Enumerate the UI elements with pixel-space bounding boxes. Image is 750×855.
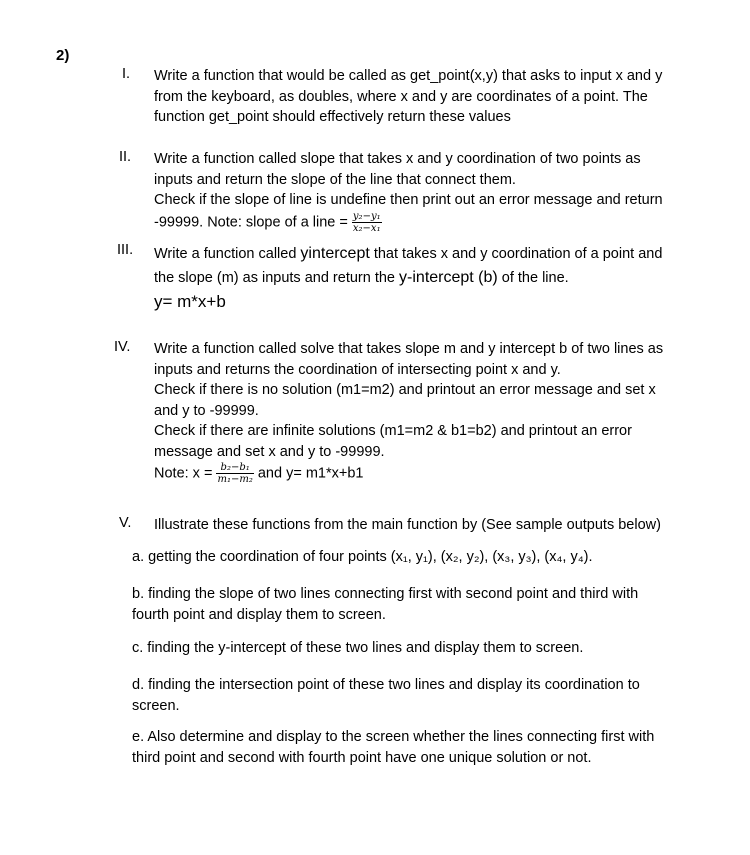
numeral-ii: II. [119, 149, 132, 165]
solve-numerator: b₂−b₁ [216, 462, 253, 474]
slope-numerator: y₂−y₁ [352, 210, 381, 222]
slope-denominator: x₂−x₁ [352, 222, 381, 234]
item-iv-line: message and set x and y to -99999. [154, 443, 385, 460]
item-iii-line: the slope (m) as inputs and return the y-intercept (b) of the line. [154, 269, 569, 286]
item-i-line: Write a function that would be called as get_point(x,y) that asks to input x and y [154, 68, 663, 84]
item-iv-line: Check if there is no solution (m1=m2) and printout an error message and set x [154, 382, 656, 398]
question-number: 2) [56, 47, 70, 64]
numeral-iv: IV. [114, 339, 131, 355]
item-i-line: from the keyboard, as doubles, where x and y are coordinates of a point. The [154, 88, 648, 105]
solve-fraction [216, 462, 253, 485]
item-i-text [154, 66, 662, 128]
item-v-sub-c: c. finding the y-intercept of these two lines and display them to screen. [132, 640, 584, 656]
solve-note: Note: x = $\frac{\text{b₂−b₁}}{\text{m₁−m₂}}$ and y= m1*x+b1 [154, 462, 364, 485]
item-iv-line: and y to -99999. [154, 402, 259, 419]
item-v-sub-e: e. Also determine and display to the screen whether the lines connecting first with third point and second with fourth point have one unique solution or not. [132, 729, 655, 766]
solve-denominator: m₁−m₂ [217, 474, 253, 485]
item-ii-text [154, 149, 663, 234]
item-ii-line: inputs and return the slope of the line that connect them. [154, 171, 516, 188]
item-v-intro: Illustrate these functions from the main function by (See sample outputs below) [154, 517, 661, 533]
item-ii-line: Check if the slope of line is undefine then print out an error message and return [154, 192, 663, 208]
yintercept-formula: y= m*x+b [154, 292, 226, 311]
slope-fraction [352, 211, 382, 234]
item-v-sub-d: d. finding the intersection point of these two lines and display its coordination to screen. [132, 677, 640, 714]
item-v-sub-a: a. getting the coordination of four points (x₁, y₁), (x₂, y₂), (x₃, y₃), (x₄, y₄). [132, 549, 593, 565]
item-iv-line: Check if there are infinite solutions (m1=m2 & b1=b2) and printout an error [154, 423, 632, 439]
item-i-line: function get_point should effectively return these values [154, 109, 511, 125]
item-v-sub-b: b. finding the slope of two lines connecting first with second point and third with fourth point and display them to screen. [132, 586, 639, 623]
item-iv-line: Write a function called solve that takes slope m and y intercept b of two lines as [154, 341, 664, 357]
slope-note [154, 211, 663, 234]
item-iii-text [154, 242, 662, 314]
slope-note-prefix: -99999. Note: slope of a line = [154, 213, 352, 230]
item-iv-line: inputs and returns the coordination of intersecting point x and y. [154, 361, 561, 378]
item-iii-line: Write a function called yintercept that takes x and y coordination of a point and [154, 245, 663, 262]
numeral-v: V. [119, 515, 132, 531]
numeral-iii: III. [117, 242, 134, 258]
item-ii-line: Write a function called slope that takes x and y coordination of two points as [154, 151, 641, 167]
numeral-i: I. [122, 66, 131, 82]
item-iv-text [154, 339, 663, 485]
